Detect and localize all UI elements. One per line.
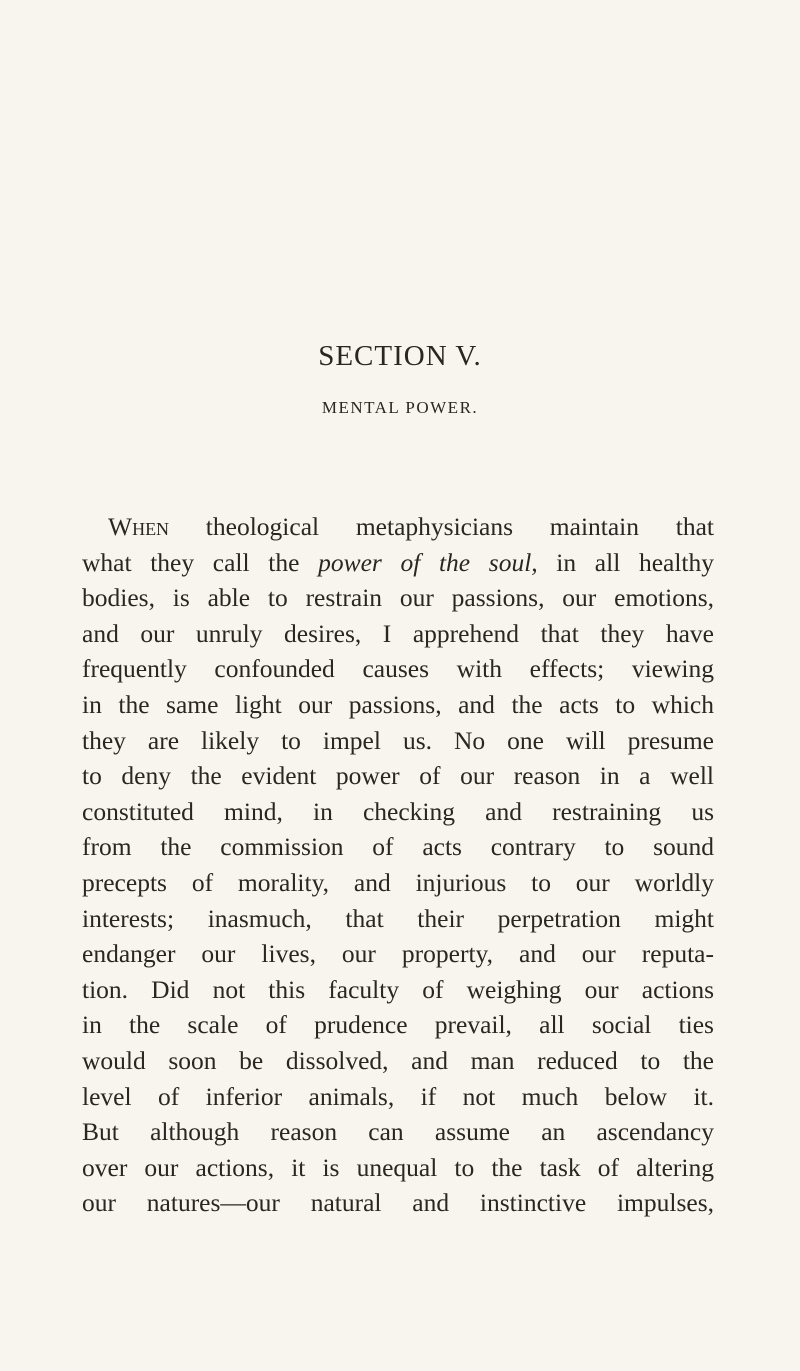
text-line: in the scale of prudence prevail, all social ties: [82, 1010, 714, 1040]
text-fragment: what they call the: [82, 547, 319, 577]
body-paragraph: [82, 509, 714, 1221]
text-line: would soon be dissolved, and man reduced to the: [82, 1045, 714, 1075]
text-line: over our actions, it is unequal to the task of altering: [82, 1152, 714, 1182]
text-line: they are likely to impel us. No one will presume: [82, 725, 714, 755]
text-line: our natures—our natural and instinctive impulses,: [82, 1188, 714, 1218]
text-fragment: theological metaphysicians maintain that: [169, 512, 714, 541]
text-line: from the commission of acts contrary to sound: [82, 832, 714, 862]
text-line: in the same light our passions, and the acts to which: [82, 689, 714, 719]
emphasized-phrase: power of the soul,: [318, 547, 538, 577]
text-line: and our unruly desires, I apprehend that they have: [82, 618, 714, 648]
text-line: endanger our lives, our property, and our reputa-: [82, 939, 714, 969]
text-line: [82, 545, 714, 581]
text-line: interests; inasmuch, that their perpetration might: [82, 903, 714, 933]
text-line: precepts of morality, and injurious to our worldly: [82, 867, 714, 897]
section-subtitle: MENTAL POWER.: [321, 398, 479, 417]
text-line: level of inferior animals, if not much below it.: [82, 1081, 714, 1111]
section-title: SECTION V.: [318, 340, 482, 372]
text-line: constituted mind, in checking and restraining us: [82, 796, 714, 826]
text-line: [82, 509, 714, 545]
text-line: But although reason can assume an ascendancy: [82, 1117, 714, 1147]
text-line: tion. Did not this faculty of weighing our actions: [82, 974, 714, 1004]
text-line: to deny the evident power of our reason in a well: [82, 761, 714, 791]
text-fragment: in all healthy: [537, 547, 714, 577]
text-line: bodies, is able to restrain our passions, our emotions,: [82, 583, 714, 613]
text-line: frequently confounded causes with effects; viewing: [82, 654, 714, 684]
opening-word: When: [108, 512, 170, 541]
